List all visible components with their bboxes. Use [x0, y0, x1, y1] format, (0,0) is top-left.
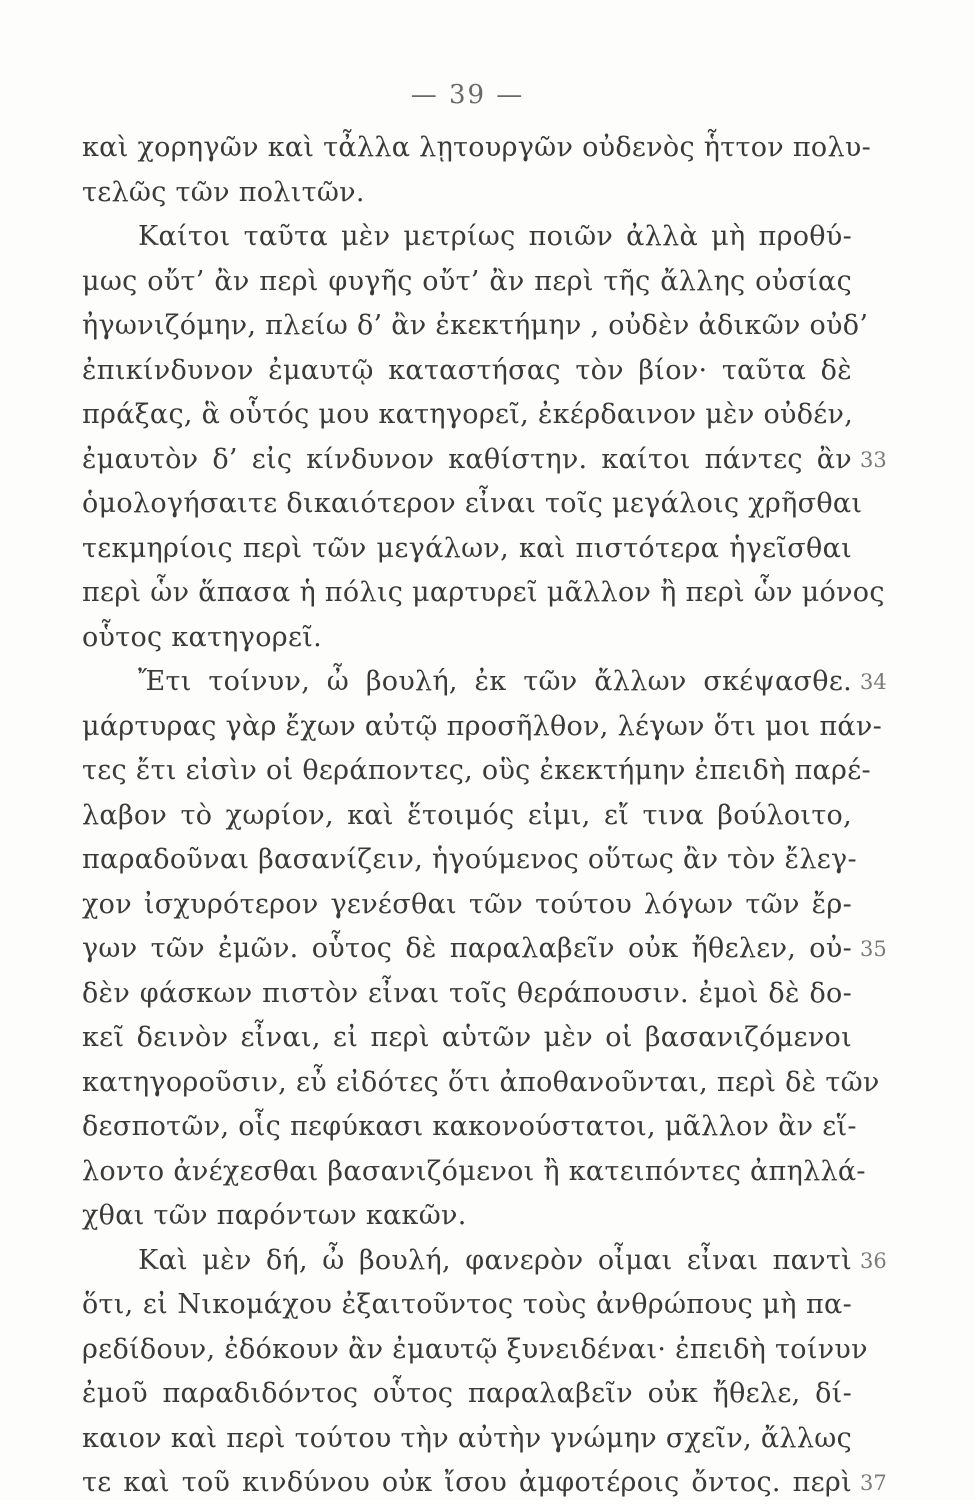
text-line: μως οὔτ’ ἂν περὶ φυγῆς οὔτ’ ἂν περὶ τῆς ἄλλης οὐσίας	[82, 265, 852, 297]
text-line: πράξας, ἃ οὗτός μου κατηγορεῖ, ἐκέρδαινον μὲν οὐδέν,	[82, 399, 854, 430]
text-line: ἐμοῦ παραδιδόντος οὗτος παραλαβεῖν οὐκ ἤθελε, δί-	[82, 1378, 852, 1409]
text-line: ρεδίδουν, ἐδόκουν ἂν ἐμαυτῷ ξυνειδέναι· ἐπειδὴ τοίνυν	[82, 1333, 868, 1365]
text-line: γων τῶν ἐμῶν. οὗτος δὲ παραλαβεῖν οὐκ ἤθελεν, οὐ-	[82, 933, 852, 964]
text-line: χον ἰσχυρότερον γενέσθαι τῶν τούτου λόγων τῶν ἔρ-	[82, 888, 852, 920]
text-line: ἐπικίνδυνον ἐμαυτῷ καταστήσας τὸν βίον· ταῦτα δὲ	[82, 354, 852, 386]
text-line: κεῖ δεινὸν εἶναι, εἰ περὶ αὑτῶν μὲν οἱ βασανιζόμενοι	[82, 1022, 852, 1053]
text-line: λοντο ἀνέχεσθαι βασανιζόμενοι ἢ κατειπόντες ἀπηλλά-	[82, 1155, 866, 1187]
text-line: Καίτοι ταῦτα μὲν μετρίως ποιῶν ἀλλὰ μὴ προθύ-	[138, 221, 852, 252]
text-line: ἐμαυτὸν δ’ εἰς κίνδυνον καθίστην. καίτοι πάντες ἂν	[82, 443, 852, 475]
text-line: τες ἔτι εἰσὶν οἱ θεράποντες, οὓς ἐκεκτήμην ἐπειδὴ παρέ-	[82, 755, 871, 786]
text-line: δεσποτῶν, οἷς πεφύκασι κακονούστατοι, μᾶλλον ἂν εἵ-	[82, 1111, 857, 1142]
section-number: 33	[860, 447, 887, 472]
text-line: τελῶς τῶν πολιτῶν.	[82, 176, 365, 208]
text-line: λαβον τὸ χωρίον, καὶ ἕτοιμός εἰμι, εἴ τινα βούλοιτο,	[82, 799, 852, 831]
section-number: 37	[860, 1471, 887, 1495]
text-line: τε καὶ τοῦ κινδύνου οὐκ ἴσου ἀμφοτέροις ὄντος. περὶ	[82, 1467, 852, 1498]
text-line: ἠγωνιζόμην, πλείω δ’ ἂν ἐκεκτήμην , οὐδὲν ἀδικῶν οὐδ’	[82, 310, 869, 341]
text-line: Καὶ μὲν δή, ὦ βουλή, φανερὸν οἶμαι εἶναι παντὶ	[138, 1244, 852, 1276]
section-number: 34	[860, 670, 887, 694]
text-line: καὶ χορηγῶν καὶ τἆλλα λῃτουργῶν οὐδενὸς ἧττον πολυ-	[82, 132, 872, 163]
text-line: καιον καὶ περὶ τούτου τὴν αὐτὴν γνώμην σχεῖν, ἄλλως	[82, 1422, 852, 1454]
text-line: οὗτος κατηγορεῖ.	[82, 621, 323, 653]
text-line: μάρτυρας γὰρ ἔχων αὐτῷ προσῆλθον, λέγων ὅτι μοι πάν-	[82, 710, 883, 742]
text-line: ὁμολογήσαιτε δικαιότερον εἶναι τοῖς μεγάλοις χρῆσθαι	[82, 488, 863, 519]
text-line: παραδοῦναι βασανίζειν, ἡγούμενος οὕτως ἂν τὸν ἔλεγ-	[82, 844, 857, 875]
text-line: δὲν φάσκων πιστὸν εἶναι τοῖς θεράπουσιν. ἐμοὶ δὲ δο-	[82, 977, 852, 1009]
text-line: περὶ ὧν ἅπασα ἡ πόλις μαρτυρεῖ μᾶλλον ἢ περὶ ὧν μόνος	[82, 577, 885, 608]
section-number: 35	[860, 937, 887, 961]
text-line: Ἔτι τοίνυν, ὦ βουλή, ἐκ τῶν ἄλλων σκέψασθε.	[138, 666, 852, 697]
text-line: κατηγοροῦσιν, εὖ εἰδότες ὅτι ἀποθανοῦνται, περὶ δὲ τῶν	[82, 1066, 880, 1098]
text-line: ὅτι, εἰ Νικομάχου ἐξαιτοῦντος τοὺς ἀνθρώπους μὴ πα-	[82, 1289, 852, 1320]
text-line: τεκμηρίοις περὶ τῶν μεγάλων, καὶ πιστότερα ἡγεῖσθαι	[82, 532, 852, 564]
text-line: χθαι τῶν παρόντων κακῶν.	[82, 1200, 467, 1231]
page-number: — 39 —	[410, 80, 525, 110]
section-number: 36	[860, 1248, 887, 1273]
